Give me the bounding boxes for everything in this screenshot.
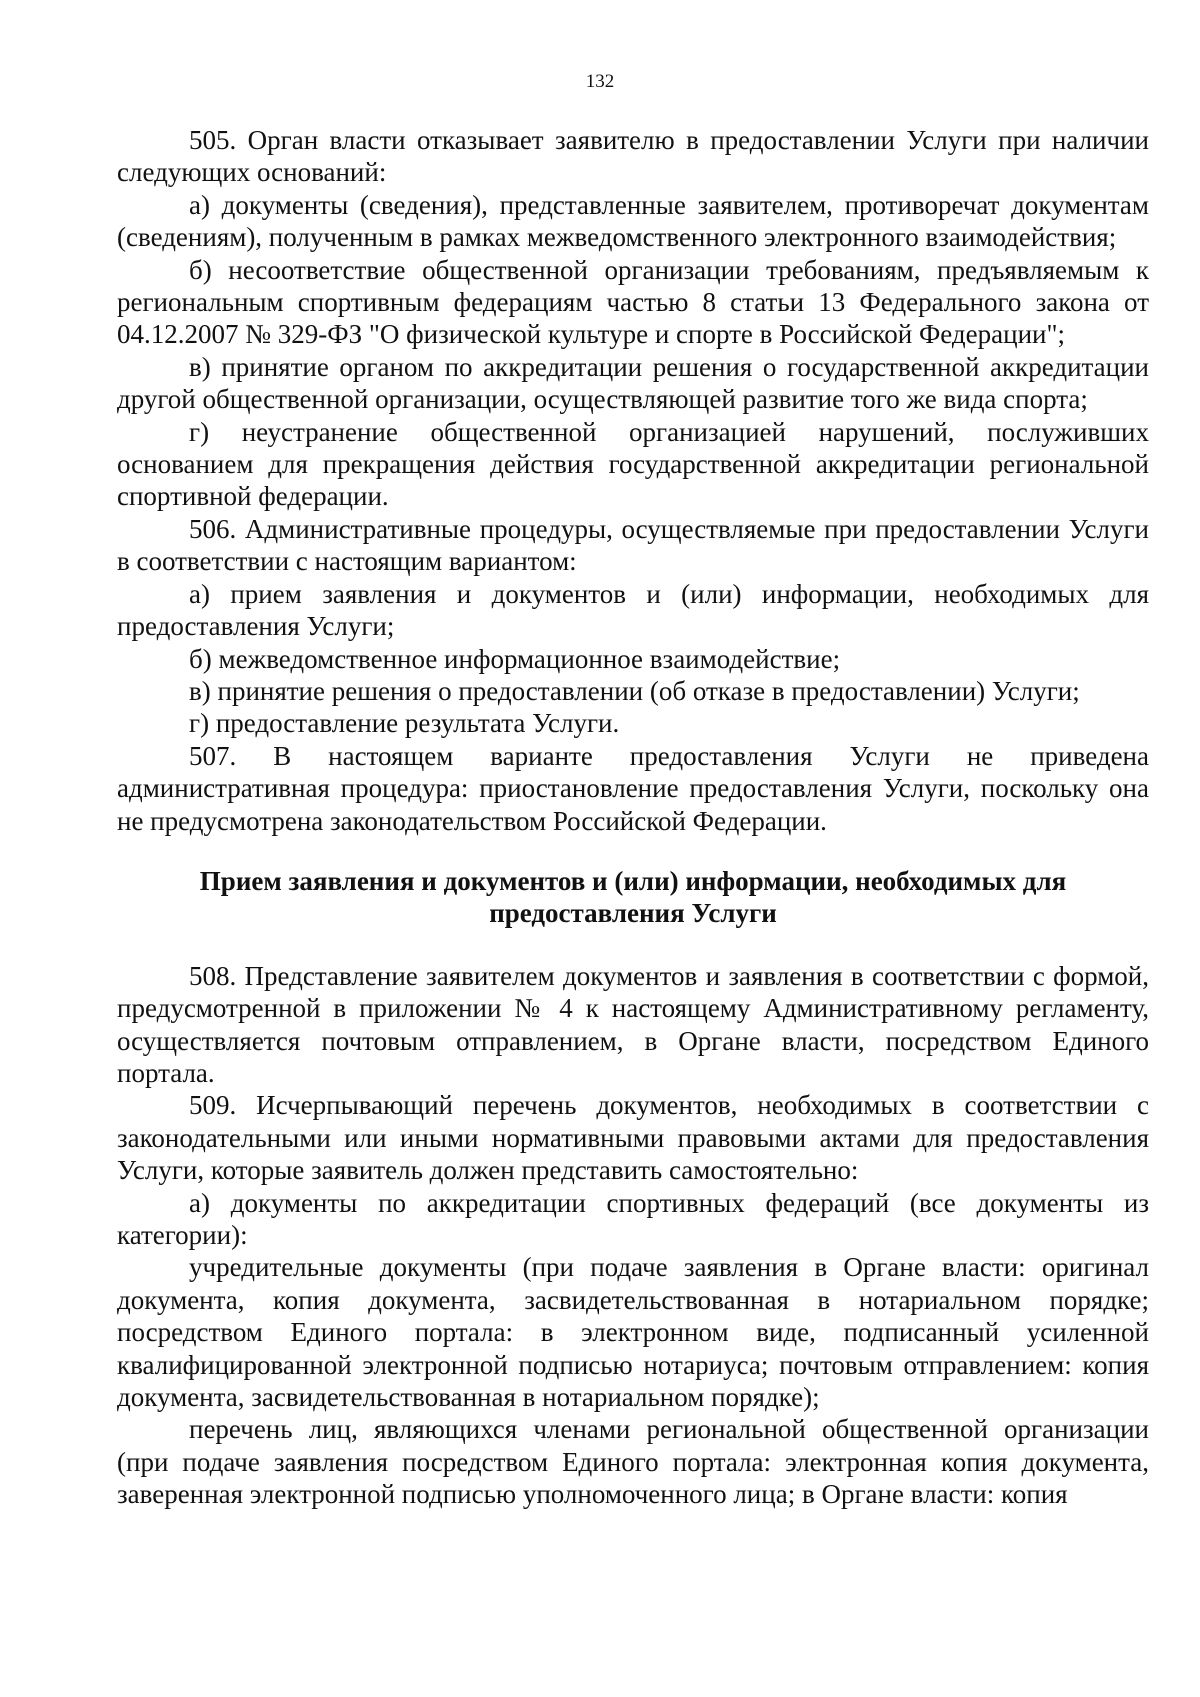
paragraph-505: 505. Орган власти отказывает заявителю в предоставлении Услуги при наличии следующих оснований: [117, 125, 1149, 188]
paragraph-constituent-documents: учредительные документы (при подаче заявления в Органе власти: оригинал документа, копия документа, засвидетельствованная в нотариальном порядке; посредством Единого портала: в электронном виде, подписанный усиленной квалифицированной электронной подписью нотариуса; почтовым отправлением: копия документа, засвидетельствованная в нотариальном порядке); [117, 1252, 1149, 1413]
paragraph-507: 507. В настоящем варианте предоставления Услуги не приведена административная процедура: приостановление предоставления Услуги, поскольку она не предусмотрена законодательством Российской Федерации. [117, 740, 1149, 836]
section-heading: Прием заявления и документов и (или) информации, необходимых для предоставления Услуги [199, 865, 1067, 929]
page-number: 132 [585, 71, 615, 92]
paragraph-506: 506. Административные процедуры, осуществляемые при предоставлении Услуги в соответствии с настоящим вариантом: [117, 513, 1149, 577]
list-item-506-g: г) предоставление результата Услуги. [189, 708, 620, 739]
list-item-505-a: а) документы (сведения), представленные заявителем, противоречат документам (сведениям), полученным в рамках межведомственного электронного взаимодействия; [117, 189, 1149, 253]
list-item-505-g: г) неустранение общественной организацией нарушений, послуживших основанием для прекращения действия государственной аккредитации региональной спортивной федерации. [117, 416, 1149, 512]
list-item-505-v: в) принятие органом по аккредитации решения о государственной аккредитации другой общественной организации, осуществляющей развитие того же вида спорта; [117, 351, 1149, 415]
paragraph-508: 508. Представление заявителем документов и заявления в соответствии с формой, предусмотренной в приложении № 4 к настоящему Административному регламенту, осуществляется почтовым отправлением, в Органе власти, посредством Единого портала. [117, 960, 1149, 1088]
document-body [117, 124, 1149, 1511]
list-item-506-a: а) прием заявления и документов и (или) информации, необходимых для предоставления Услуги; [117, 578, 1149, 642]
list-item-506-v: в) принятие решения о предоставлении (об отказе в предоставлении) Услуги; [189, 675, 1080, 706]
list-item-506-b: б) межведомственное информационное взаимодействие; [189, 643, 841, 674]
list-item-505-b: б) несоответствие общественной организации требованиям, предъявляемым к региональным спортивным федерациям частью 8 статьи 13 Федерального закона от 04.12.2007 № 329-ФЗ "О физической культуре и спорте в Российской Федерации"; [117, 254, 1149, 350]
paragraph-509: 509. Исчерпывающий перечень документов, необходимых в соответствии с законодательными или иными нормативными правовыми актами для предоставления Услуги, которые заявитель должен представить самостоятельно: [117, 1090, 1149, 1186]
paragraph-members-list: перечень лиц, являющихся членами региональной общественной организации (при подаче заявления посредством Единого портала: электронная копия документа, заверенная электронной подписью уполномоченного лица; в Органе власти: копия [117, 1414, 1149, 1510]
list-item-509-a: а) документы по аккредитации спортивных федераций (все документы из категории): [117, 1187, 1149, 1250]
